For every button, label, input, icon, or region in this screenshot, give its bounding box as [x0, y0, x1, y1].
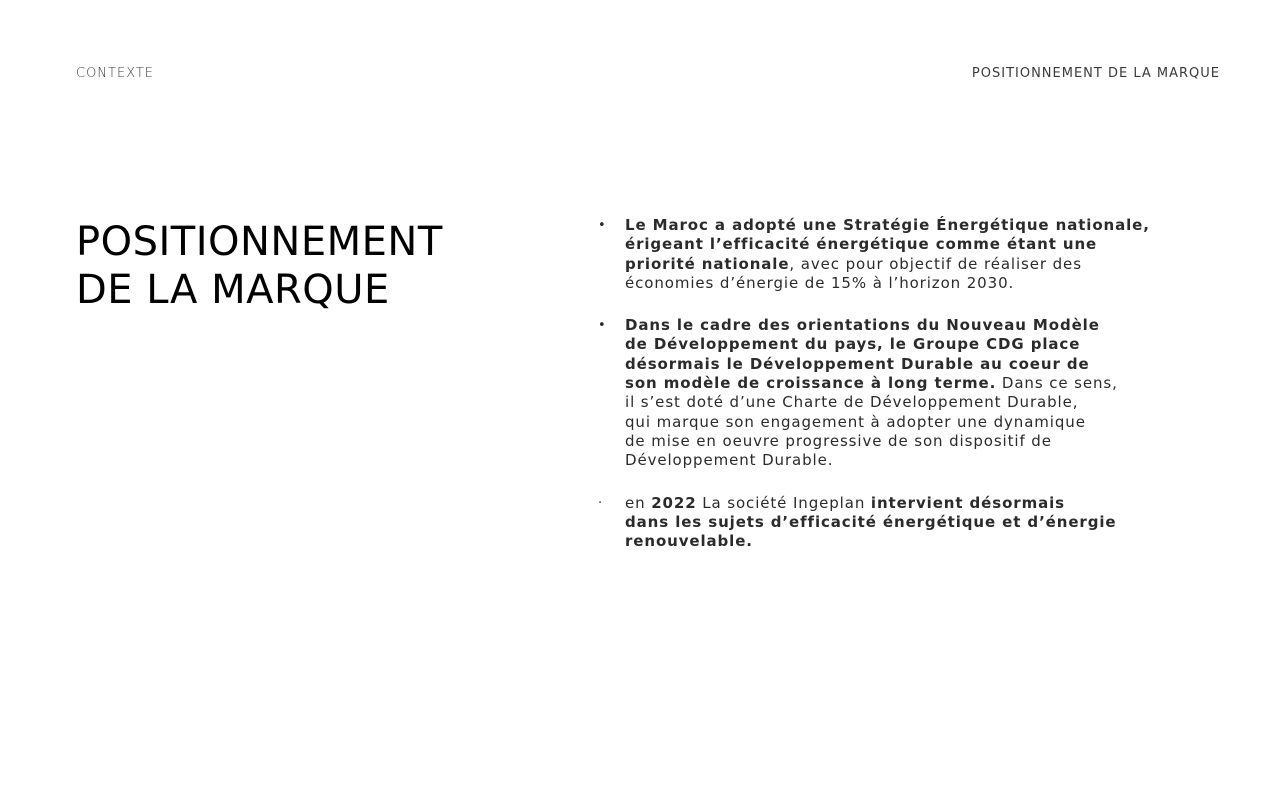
- bullet-text-line: de Développement du pays, le Groupe CDG place: [625, 335, 1081, 354]
- bullet-text-line: Développement Durable.: [625, 451, 834, 470]
- bullet-text-line: [625, 494, 1178, 513]
- bullet-text-line: de mise en oeuvre progressive de son dispositif de: [625, 431, 1052, 450]
- bullet-cdg-group: [598, 316, 1178, 470]
- bullet-text-line: il s’est doté d’une Charte de Développement Durable,: [625, 393, 1079, 412]
- bullet-text-regular: Dans ce sens,: [996, 374, 1118, 393]
- bullet-text-line: Le Maroc a adopté une Stratégie Énergétique nationale,: [625, 216, 1150, 234]
- bullet-text-line: renouvelable.: [625, 532, 753, 551]
- bullet-text-bold: priorité nationale: [625, 254, 790, 273]
- bullet-dot: •: [598, 218, 607, 233]
- bullet-text-line: [625, 374, 1178, 393]
- page-subject-label: POSITIONNEMENT DE LA MARQUE: [971, 66, 1220, 81]
- bullet-text-regular: , avec pour objectif de réaliser des: [789, 254, 1082, 273]
- bullet-text-line: érigeant l’efficacité énergétique comme étant une: [625, 235, 1098, 254]
- bullet-strategy: [598, 216, 1178, 293]
- bullet-text-regular: La société Ingeplan: [696, 493, 871, 512]
- page-title-line-2: DE LA MARQUE: [76, 267, 390, 313]
- page-title-line-1: POSITIONNEMENT: [76, 219, 443, 265]
- bullet-text-line: dans les sujets d’efficacité énergétique et d’énergie: [625, 512, 1117, 531]
- bullet-dot: •: [598, 318, 607, 334]
- bullet-text-line: qui marque son engagement à adopter une dynamique: [625, 412, 1086, 431]
- bullet-ingeplan: [598, 494, 1178, 552]
- bullet-text-year: 2022: [651, 493, 697, 512]
- bullet-text-regular: en: [625, 493, 652, 512]
- bullet-text-bold: son modèle de croissance à long terme.: [625, 374, 997, 393]
- bullet-list: [598, 216, 1178, 574]
- bullet-text-line: économies d’énergie de 15% à l’horizon 2030.: [625, 273, 1015, 292]
- bullet-text-line: désormais le Développement Durable au coeur de: [625, 354, 1090, 373]
- bullet-text-bold: intervient désormais: [870, 493, 1066, 512]
- bullet-text-line: [625, 255, 1178, 274]
- page-title: [76, 218, 443, 314]
- bullet-text-line: Dans le cadre des orientations du Nouveau Modèle: [625, 316, 1100, 335]
- section-label: CONTEXTE: [76, 66, 155, 81]
- bullet-dot: ·: [598, 495, 604, 511]
